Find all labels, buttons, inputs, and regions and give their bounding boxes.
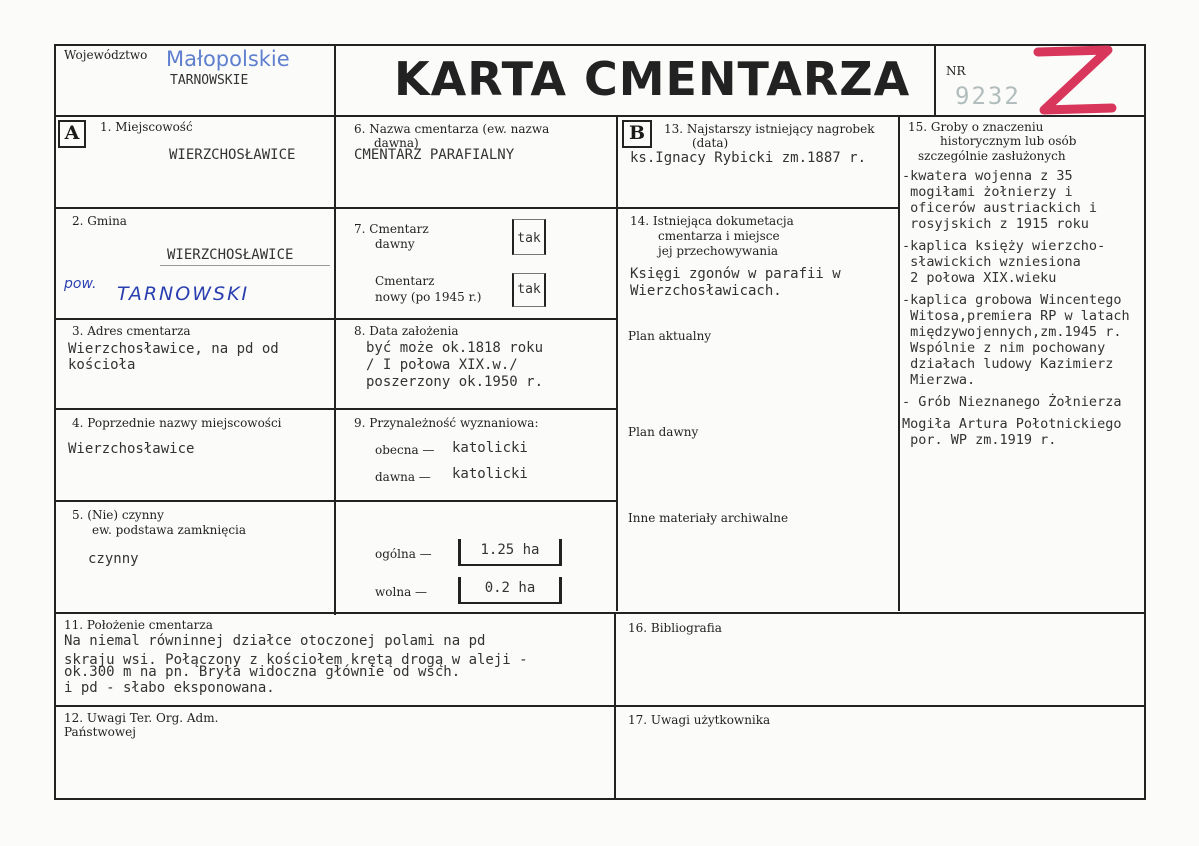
nr-divider xyxy=(934,44,936,117)
field-17-label: 17. Uwagi użytkownika xyxy=(628,713,771,727)
category-mark-z xyxy=(1030,44,1120,119)
field-11-line4: i pd - słabo eksponowana. xyxy=(64,680,275,696)
field-14-line2: Wierzchosławicach. xyxy=(630,283,782,299)
header-divider xyxy=(54,115,1146,117)
field-11-line2: skraju wsi. Połączony z kościołem krętą drogą w aleji - xyxy=(64,652,528,668)
field-7-old-label: dawny xyxy=(375,237,415,251)
field-8-line1: być może ok.1818 roku xyxy=(366,340,544,356)
field-2-value: WIERZCHOSŁAWICE xyxy=(167,247,294,263)
field-3-line1: Wierzchosławice, na pd od xyxy=(68,341,279,357)
field-7-old-value: tak xyxy=(517,231,541,246)
field-14-sublabel-1: cmentarza i miejsce xyxy=(658,229,780,243)
row-divider xyxy=(54,318,334,320)
field-6-sublabel: dawna) xyxy=(374,136,419,150)
field-14-label: 14. Istniejąca dokumetacja xyxy=(630,214,794,228)
field-2-underline xyxy=(160,265,330,266)
area-free-value: 0.2 ha xyxy=(458,577,562,604)
plan-old-label: Plan dawny xyxy=(628,425,699,439)
field-12-label: 12. Uwagi Ter. Org. Adm. xyxy=(64,711,219,725)
field-12-sublabel: Państwowej xyxy=(64,725,136,739)
row-divider xyxy=(54,705,1146,707)
graves-line: -kaplica księży wierzcho- xyxy=(902,238,1106,254)
field-13-value: ks.Ignacy Rybicki zm.1887 r. xyxy=(630,150,867,166)
row-divider xyxy=(336,318,616,320)
field-6-label: 6. Nazwa cmentarza (ew. nazwa xyxy=(354,122,550,136)
field-7-new-value: tak xyxy=(517,282,541,297)
graves-line: - Grób Nieznanego Żołnierza xyxy=(902,394,1122,410)
graves-line: oficerów austriackich i xyxy=(902,200,1098,216)
field-14-sublabel-2: jej przechowywania xyxy=(658,244,779,258)
field-7-new-label: Cmentarz xyxy=(375,274,435,288)
plan-current-label: Plan aktualny xyxy=(628,329,712,343)
graves-line: rosyjskich z 1915 roku xyxy=(902,216,1089,232)
field-3-line2: kościoła xyxy=(68,357,136,373)
field-9-old-label: dawna — xyxy=(375,470,431,484)
graves-line: -kaplica grobowa Wincentego xyxy=(902,292,1122,308)
field-5-label: 5. (Nie) czynny xyxy=(72,508,164,522)
nr-label: NR xyxy=(946,64,966,78)
area-total-label: ogólna — xyxy=(375,547,432,561)
field-16-label: 16. Bibliografia xyxy=(628,621,722,635)
field-1-label: 1. Miejscowość xyxy=(100,120,193,134)
graves-line: międzywojennych,zm.1945 r. xyxy=(902,324,1122,340)
col-divider-bottom xyxy=(614,612,616,800)
other-materials-label: Inne materiały archiwalne xyxy=(628,511,789,525)
section-a-marker: A xyxy=(58,120,86,148)
section-b-marker: B xyxy=(622,120,652,148)
field-8-line3: poszerzony ok.1950 r. xyxy=(366,374,544,390)
row-divider xyxy=(54,207,334,209)
field-9-old-value: katolicki xyxy=(452,466,528,482)
field-2-hand-value: TARNOWSKI xyxy=(117,283,250,305)
field-8-label: 8. Data założenia xyxy=(354,324,459,338)
field-1-value: WIERZCHOSŁAWICE xyxy=(169,147,296,163)
field-11-line1: Na niemal równinnej działce otoczonej polami na pd xyxy=(64,633,486,649)
graves-line: mogiłami żołnierzy i xyxy=(902,184,1073,200)
row-divider xyxy=(336,500,616,502)
graves-line: Wspólnie z nim pochowany xyxy=(902,340,1106,356)
graves-line: działach ludowy Kazimierz xyxy=(902,356,1114,372)
field-15-sublabel-2: szczególnie zasłużonych xyxy=(918,149,1066,163)
field-15-graves-list xyxy=(902,168,1146,448)
field-9-current-label: obecna — xyxy=(375,443,435,457)
field-8-line2: / I połowa XIX.w./ xyxy=(366,357,518,373)
col-divider-2 xyxy=(616,115,618,611)
field-15-label: 15. Groby o znaczeniu xyxy=(908,120,1044,134)
field-3-label: 3. Adres cmentarza xyxy=(72,324,191,338)
graves-line: 2 połowa XIX.wieku xyxy=(902,270,1057,286)
col-divider-1 xyxy=(334,44,336,615)
col-divider-3 xyxy=(898,115,900,611)
field-4-label: 4. Poprzednie nazwy miejscowości xyxy=(72,416,282,430)
field-11-line3: ok.300 m na pn. Bryła widoczna głównie od wsch. xyxy=(64,664,461,680)
row-divider xyxy=(54,612,1146,614)
field-5-sublabel: ew. podstawa zamknięcia xyxy=(92,523,247,537)
row-divider xyxy=(54,500,334,502)
field-2-label: 2. Gmina xyxy=(72,214,127,228)
row-divider xyxy=(336,207,616,209)
voivodeship-label: Województwo xyxy=(64,48,148,62)
graves-line: -kwatera wojenna z 35 xyxy=(902,168,1073,184)
graves-line: Mogiła Artura Połotnickiego xyxy=(902,416,1122,432)
field-6-value: CMENTARZ PARAFIALNY xyxy=(354,147,515,163)
field-13-label: 13. Najstarszy istniejący nagrobek xyxy=(664,122,875,136)
field-14-line1: Księgi zgonów w parafii w xyxy=(630,266,841,282)
field-9-label: 9. Przynależność wyznaniowa: xyxy=(354,416,539,430)
graves-line: por. WP zm.1919 r. xyxy=(902,432,1057,448)
field-5-value: czynny xyxy=(88,551,139,567)
row-divider xyxy=(618,207,898,209)
area-total-value: 1.25 ha xyxy=(458,539,562,566)
area-free-label: wolna — xyxy=(375,585,428,599)
field-11-label: 11. Położenie cmentarza xyxy=(64,618,213,632)
field-9-current-value: katolicki xyxy=(452,440,528,456)
field-2-hand-prefix: pow. xyxy=(64,276,97,292)
graves-line: sławickich wzniesiona xyxy=(902,254,1081,270)
voivodeship-stamp: Małopolskie xyxy=(166,47,290,71)
nr-number: 9232 xyxy=(955,82,1021,110)
field-7-label: 7. Cmentarz xyxy=(354,222,429,236)
page-title: KARTA CMENTARZA xyxy=(394,52,911,106)
field-13-sublabel: (data) xyxy=(692,136,729,150)
field-4-value: Wierzchosławice xyxy=(68,441,195,457)
row-divider xyxy=(54,408,334,410)
voivodeship-typed: TARNOWSKIE xyxy=(170,73,249,88)
field-15-sublabel-1: historycznym lub osób xyxy=(940,134,1077,148)
graves-line: Witosa,premiera RP w latach xyxy=(902,308,1130,324)
row-divider xyxy=(336,408,616,410)
graves-line: Mierzwa. xyxy=(902,372,976,388)
field-7-new-sublabel: nowy (po 1945 r.) xyxy=(375,290,482,304)
